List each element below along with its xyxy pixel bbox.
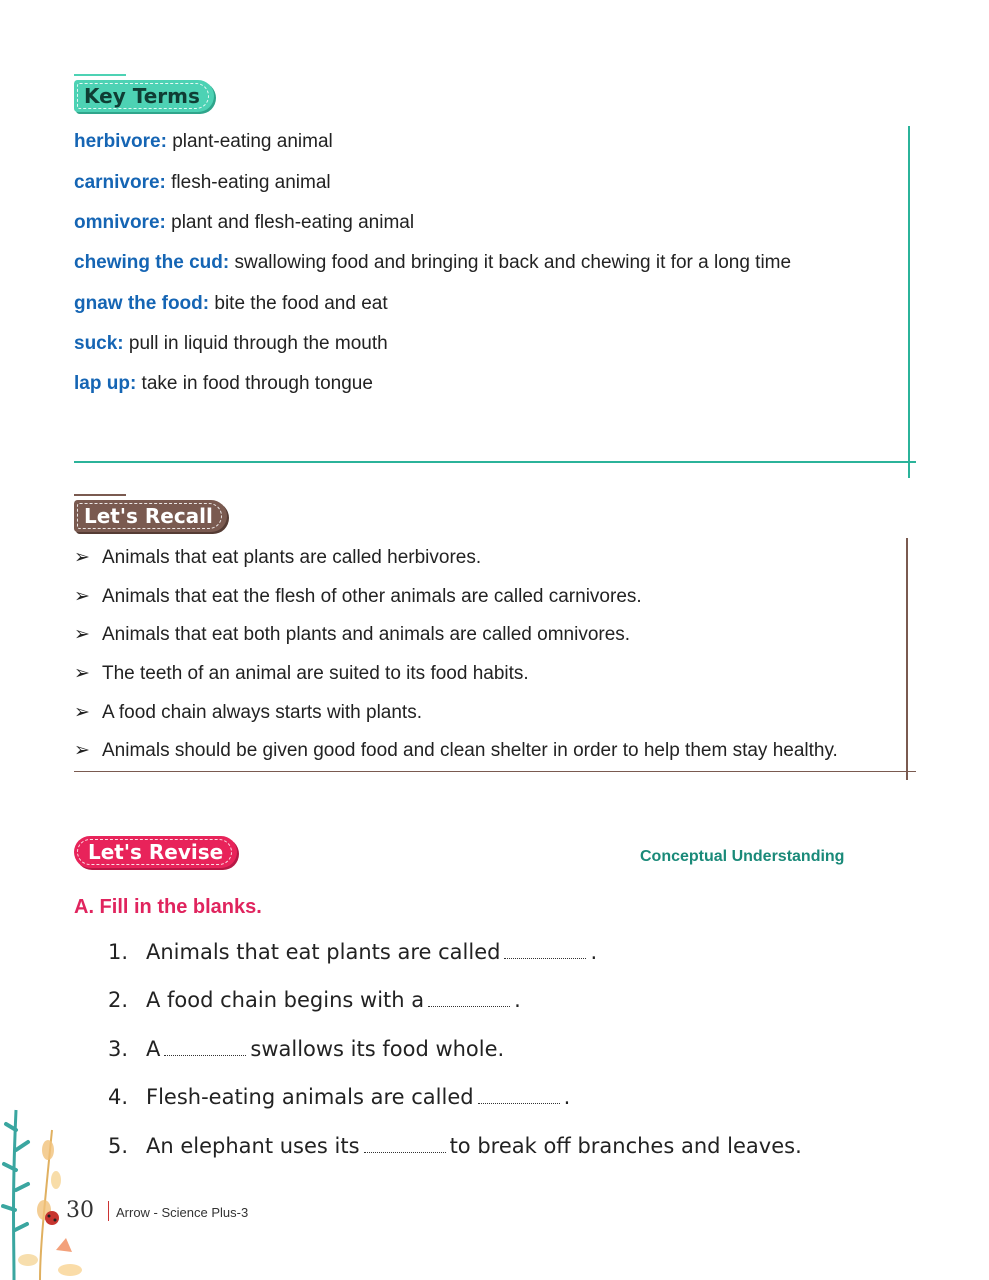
lets-revise-badge [74, 836, 237, 868]
question-number: 4. [108, 1085, 129, 1109]
key-term-word: carnivore: [74, 172, 166, 193]
recall-text: Animals that eat plants are called herbivores. [102, 547, 482, 568]
arrow-bullet-icon: ➢ [74, 702, 90, 723]
badge-tab-decoration [74, 74, 126, 76]
question-text-before: Animals that eat plants are called [146, 940, 501, 964]
recall-right-border [906, 538, 908, 780]
recall-text: The teeth of an animal are suited to its food habits. [102, 663, 529, 684]
question-number: 1. [108, 940, 129, 964]
arrow-bullet-icon: ➢ [74, 740, 90, 761]
page-number: 30 [66, 1198, 94, 1223]
fill-blank-question [108, 1085, 570, 1109]
question-number: 3. [108, 1037, 129, 1061]
recall-list-item [74, 623, 630, 646]
key-term-definition: bite the food and eat [209, 293, 388, 314]
recall-bottom-border [74, 771, 916, 772]
key-term-item [74, 333, 388, 355]
fill-blank-question [108, 1134, 802, 1158]
fill-blanks-heading: A. Fill in the blanks. [74, 896, 262, 918]
key-term-item [74, 172, 331, 194]
key-term-item [74, 293, 388, 315]
book-title: Arrow - Science Plus-3 [116, 1205, 249, 1220]
key-term-item [74, 212, 414, 234]
key-term-item [74, 373, 373, 395]
question-text-after: swallows its food whole. [250, 1037, 505, 1061]
key-terms-bottom-border [74, 461, 916, 463]
arrow-bullet-icon: ➢ [74, 663, 90, 684]
blank-answer-field[interactable] [504, 954, 586, 959]
key-term-definition: take in food through tongue [136, 373, 373, 394]
arrow-bullet-icon: ➢ [74, 624, 90, 645]
question-text-before: A [146, 1037, 161, 1061]
key-term-word: lap up: [74, 373, 137, 394]
floral-decoration-icon [0, 1100, 95, 1280]
key-term-word: suck: [74, 333, 124, 354]
recall-list-item [74, 546, 481, 569]
lets-recall-badge [74, 500, 227, 532]
key-terms-right-border [908, 126, 910, 478]
key-terms-badge-label: Key Terms [84, 84, 200, 108]
fill-blank-question [108, 940, 597, 964]
question-text-after: to break off branches and leaves. [449, 1134, 802, 1158]
badge-tab-decoration [74, 494, 126, 496]
recall-list-item [74, 701, 422, 724]
blank-answer-field[interactable] [478, 1099, 560, 1104]
question-text-after: . [590, 940, 598, 964]
blank-answer-field[interactable] [164, 1051, 246, 1056]
question-text-before: An elephant uses its [146, 1134, 360, 1158]
footer-separator [108, 1201, 109, 1221]
question-text-after: . [514, 988, 521, 1012]
recall-list-item [74, 662, 529, 685]
recall-text: Animals that eat both plants and animals are called omnivores. [102, 624, 631, 645]
blank-answer-field[interactable] [428, 1002, 510, 1007]
question-number: 5. [108, 1134, 129, 1158]
fill-blank-question [108, 988, 521, 1012]
key-terms-badge [74, 80, 214, 112]
recall-text: Animals that eat the flesh of other animals are called carnivores. [102, 586, 642, 607]
question-text-after: . [563, 1085, 571, 1109]
key-term-word: herbivore: [74, 131, 167, 152]
recall-text: Animals should be given good food and clean shelter in order to help them stay healthy. [102, 740, 838, 761]
key-term-definition: flesh-eating animal [165, 172, 331, 193]
key-term-word: chewing the cud: [74, 252, 230, 273]
lets-recall-badge-label: Let's Recall [84, 504, 213, 528]
key-term-definition: swallowing food and bringing it back and chewing it for a long time [229, 252, 792, 273]
fill-blank-question [108, 1037, 504, 1061]
key-term-word: gnaw the food: [74, 293, 210, 314]
recall-list-item [74, 585, 642, 608]
blank-answer-field[interactable] [364, 1148, 446, 1153]
key-term-definition: plant and flesh-eating animal [165, 212, 415, 233]
question-text-before: Flesh-eating animals are called [146, 1085, 474, 1109]
recall-list-item [74, 739, 838, 762]
arrow-bullet-icon: ➢ [74, 586, 90, 607]
recall-text: A food chain always starts with plants. [102, 702, 422, 723]
question-text-before: A food chain begins with a [146, 988, 425, 1012]
key-term-word: omnivore: [74, 212, 166, 233]
lets-revise-badge-label: Let's Revise [88, 840, 224, 864]
key-term-definition: pull in liquid through the mouth [123, 333, 388, 354]
arrow-bullet-icon: ➢ [74, 547, 90, 568]
key-term-item [74, 252, 791, 274]
question-number: 2. [108, 988, 129, 1012]
key-term-item [74, 131, 333, 153]
conceptual-understanding-tag: Conceptual Understanding [640, 848, 845, 865]
key-term-definition: plant-eating animal [166, 131, 333, 152]
